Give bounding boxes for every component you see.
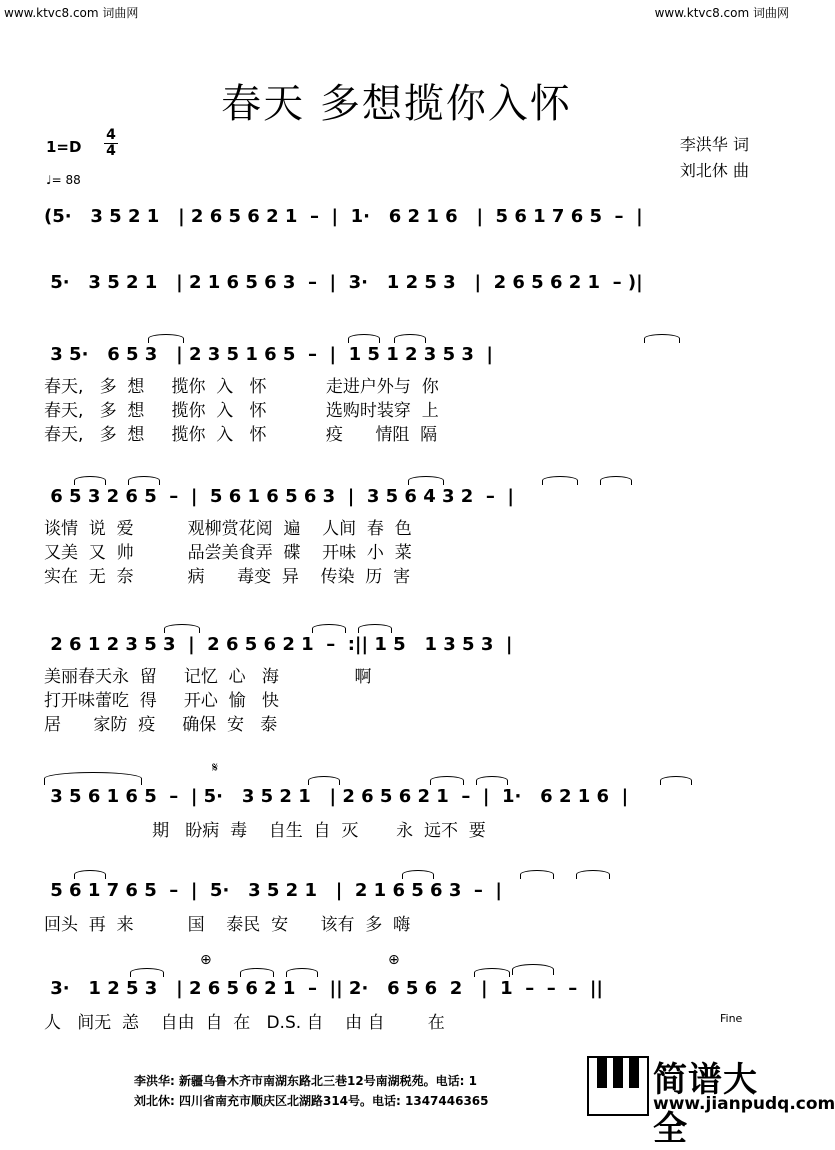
logo-url: www.jianpudq.com	[653, 1094, 835, 1114]
slur	[240, 968, 274, 977]
segno-icon: 𝄋	[212, 760, 219, 776]
notes-line-3: 3 5· 6 5 3 | 2 3 5 1 6 5 – | 1 5 1 2 3 5 3 |	[44, 344, 493, 365]
logo-title: 简谱大全	[653, 1060, 758, 1149]
key-signature: 1=D	[46, 138, 82, 156]
score-line-4	[44, 486, 750, 587]
slur	[512, 964, 554, 975]
slur	[576, 870, 610, 879]
notes-line-7: 5 6 1 7 6 5 – | 5· 3 5 2 1 | 2 1 6 5 6 3 – |	[44, 880, 503, 901]
score-line-1	[44, 206, 750, 262]
slur	[164, 624, 200, 633]
slur	[644, 334, 680, 343]
notes-line-4: 6 5 3 2 6 5 – | 5 6 1 6 5 6 3 | 3 5 6 4 3 2 – |	[44, 486, 514, 507]
lyrics-line-3-verse-2: 春天, 多 想 揽你 入 怀 选购时装穿 上	[44, 401, 439, 421]
notes-line-6: 3 5 6 1 6 5 – | 5· 3 5 2 1 | 2 6 5 6 2 1 – | 1· 6 2 1 6 |	[44, 786, 629, 807]
slur	[128, 476, 160, 485]
slur	[74, 870, 106, 879]
slur	[308, 776, 340, 785]
watermark-right: www.ktvc8.com 词曲网	[654, 6, 789, 20]
composer-credit: 刘北休 曲	[679, 161, 749, 180]
time-signature-bottom: 4	[104, 143, 118, 159]
lyrics-line-4-verse-1: 谈情 说 爱 观柳赏花阅 遍 人间 春 色	[44, 519, 412, 539]
score-line-5	[44, 634, 750, 735]
slur	[600, 476, 632, 485]
lyrics-line-5-verse-1: 美丽春天永 留 记忆 心 海 啊	[44, 667, 372, 687]
time-signature-top: 4	[106, 127, 116, 143]
score-line-8	[44, 952, 750, 1034]
slur	[130, 968, 164, 977]
slur	[402, 870, 434, 879]
notes-line-2: 5· 3 5 2 1 | 2 1 6 5 6 3 – | 3· 1 2 5 3 | 2 6 5 6 2 1 – )|	[44, 272, 643, 293]
slur	[520, 870, 554, 879]
lyrics-line-3-verse-3: 春天, 多 想 揽你 入 怀 疫 情阻 隔	[44, 425, 438, 445]
score-line-2	[44, 272, 750, 328]
slur-long	[44, 772, 142, 785]
slur	[660, 776, 692, 785]
slur	[476, 776, 508, 785]
song-title: 春天 多想揽你入怀	[221, 81, 572, 127]
slur	[358, 624, 392, 633]
slur	[348, 334, 380, 343]
slur	[312, 624, 346, 633]
slur	[474, 968, 510, 977]
score-line-7	[44, 880, 750, 936]
time-signature	[104, 128, 118, 159]
lyrics-line-5-verse-2: 打开味蕾吃 得 开心 愉 快	[44, 691, 279, 711]
piano-icon	[587, 1056, 649, 1116]
lyrics-line-4-verse-2: 又美 又 帅 品尝美食弄 碟 开味 小 菜	[44, 543, 412, 563]
fine-marking: Fine	[720, 1012, 743, 1025]
lyrics-line-3-verse-1: 春天, 多 想 揽你 入 怀 走进户外与 你	[44, 377, 439, 397]
lyrics-line-5-verse-3: 居 家防 疫 确保 安 泰	[44, 715, 278, 735]
slur	[74, 476, 106, 485]
score-line-3	[44, 344, 750, 445]
footer-contact-lyricist: 李洪华: 新疆乌鲁木齐市南湖东路北三巷12号南湖税苑。电话: 1	[134, 1074, 478, 1088]
lyrics-line-7: 回头 再 来 国 泰民 安 该有 多 嗨	[44, 915, 411, 935]
lyricist-credit: 李洪华 词	[679, 135, 749, 154]
slur	[430, 776, 464, 785]
score-line-6	[44, 760, 750, 842]
notes-line-8: 3· 1 2 5 3 | 2 6 5 6 2 1 – || 2· 6 5 6 2 | 1 – – – ||	[44, 978, 603, 999]
site-logo	[587, 1048, 835, 1149]
slur	[148, 334, 184, 343]
slur	[286, 968, 318, 977]
slur	[394, 334, 426, 343]
quarter-note-icon: ♩	[46, 173, 52, 187]
lyrics-line-8: 人 间无 恙 自由 自 在 D.S. 自 由 自 在	[44, 1013, 445, 1033]
tempo-marking	[46, 173, 81, 187]
lyrics-line-6: 期 盼病 毒 自生 自 灭 永 远不 要	[44, 821, 486, 841]
lyrics-line-4-verse-3: 实在 无 奈 病 毒变 异 传染 历 害	[44, 567, 411, 587]
notes-line-1: (5· 3 5 2 1 | 2 6 5 6 2 1 – | 1· 6 2 1 6 | 5 6 1 7 6 5 – |	[44, 206, 643, 227]
notes-line-5: 2 6 1 2 3 5 3 | 2 6 5 6 2 1 – :|| 1 5 1 3 5 3 |	[44, 634, 513, 655]
coda-icon: ⊕	[200, 952, 212, 968]
tempo-value: = 88	[51, 173, 81, 187]
watermark-left: www.ktvc8.com 词曲网	[4, 6, 139, 20]
coda-icon: ⊕	[388, 952, 400, 968]
footer-contact-composer: 刘北休: 四川省南充市顺庆区北湖路314号。电话: 1347446365	[134, 1094, 489, 1108]
slur	[542, 476, 578, 485]
slur	[408, 476, 444, 485]
